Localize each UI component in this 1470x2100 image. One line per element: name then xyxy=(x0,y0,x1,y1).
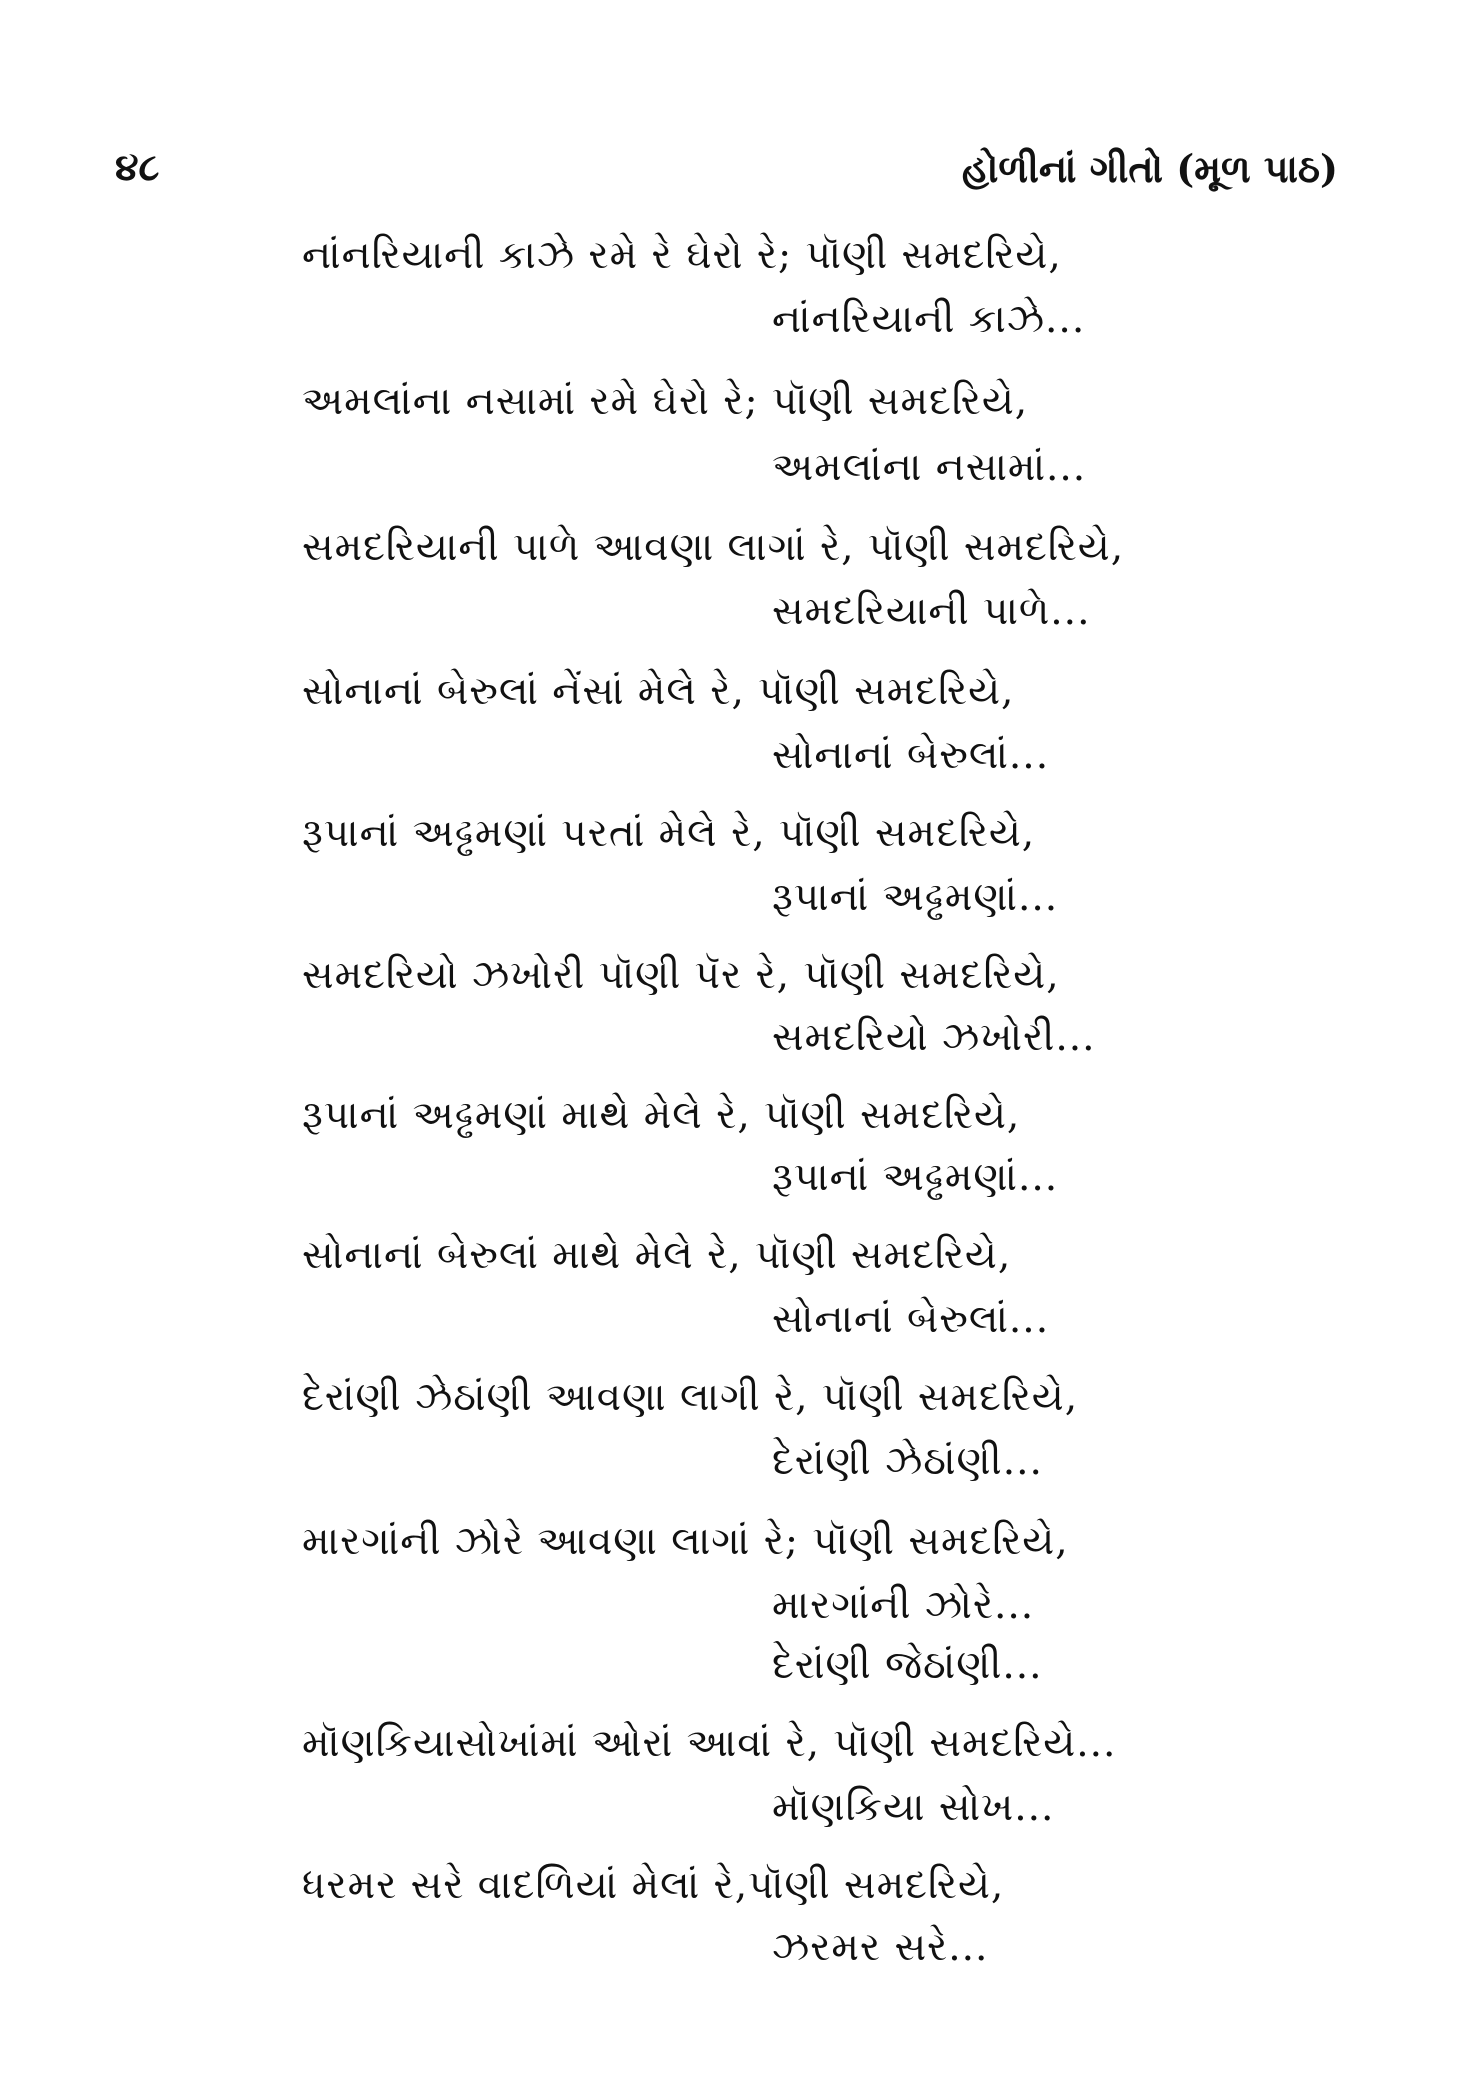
verse-line: સમદરિયો ઝખોરી પૉણી પૅર રે, પૉણી સમદરિયે, xyxy=(302,953,1060,998)
refrain-line: નાંનરિયાની કાઝે... xyxy=(772,297,1086,342)
verse-line: રૂપાનાં અઢ્ઢમણાં માથે મેલે રે, પૉણી સમદરિયે, xyxy=(302,1093,1021,1138)
refrain-line: રૂપાનાં અઢ્ઢમણાં... xyxy=(772,1155,1059,1200)
verse-line: મૉણકિયાસોખાંમાં ઓરાં આવાં રે, પૉણી સમદરિયે... xyxy=(302,1721,1117,1766)
verse-line: મારગાંની ઝોરે આવણા લાગાં રે; પૉણી સમદરિયે, xyxy=(302,1519,1069,1564)
verse-line: અમલાંના નસામાં રમે ઘેરો રે; પૉણી સમદરિયે, xyxy=(302,379,1029,424)
refrain-line: અમલાંના નસામાં... xyxy=(772,445,1087,490)
verse-line: નાંનરિયાની કાઝે રમે રે ઘેરો રે; પૉણી સમદરિયે, xyxy=(302,233,1062,278)
refrain-line: મૉણકિયા સોખ... xyxy=(772,1785,1055,1830)
refrain-line: સમદરિયો ઝખોરી... xyxy=(772,1015,1096,1060)
refrain-line: સમદરિયાની પાળે... xyxy=(772,589,1091,634)
verse-line: દેરાંણી ઝેઠાંણી આવણા લાગી રે, પૉણી સમદરિયે, xyxy=(302,1375,1079,1420)
refrain-line: દેરાંણી જેઠાંણી... xyxy=(772,1643,1043,1688)
page-number: ૪૮ xyxy=(115,144,160,189)
verse-line: સમદરિયાની પાળે આવણા લાગાં રે, પૉણી સમદરિયે, xyxy=(302,525,1125,570)
refrain-line: રૂપાનાં અઢ્ઢમણાં... xyxy=(772,875,1059,920)
verse-line: સોનાનાં બેરુલાં નેંસાં મેલે રે, પૉણી સમદરિયે, xyxy=(302,669,1015,714)
refrain-line: સોનાનાં બેરુલાં... xyxy=(772,733,1050,778)
refrain-line: મારગાંની ઝોરે... xyxy=(772,1583,1035,1628)
verse-line: સોનાનાં બેરુલાં માથે મેલે રે, પૉણી સમદરિયે, xyxy=(302,1233,1012,1278)
refrain-line: ઝરમર સરે... xyxy=(772,1925,989,1970)
refrain-line: સોનાનાં બેરુલાં... xyxy=(772,1297,1050,1342)
verse-line: ધરમર સરે વાદળિયાં મેલાં રે,પૉણી સમદરિયે, xyxy=(302,1863,1005,1908)
running-header-title: હોળીનાં ગીતો (મૂળ પાઠ) xyxy=(961,146,1338,191)
refrain-line: દેરાંણી ઝેઠાંણી... xyxy=(772,1439,1043,1484)
verse-line: રૂપાનાં અઢ્ઢમણાં પરતાં મેલે રે, પૉણી સમદરિયે, xyxy=(302,811,1036,856)
